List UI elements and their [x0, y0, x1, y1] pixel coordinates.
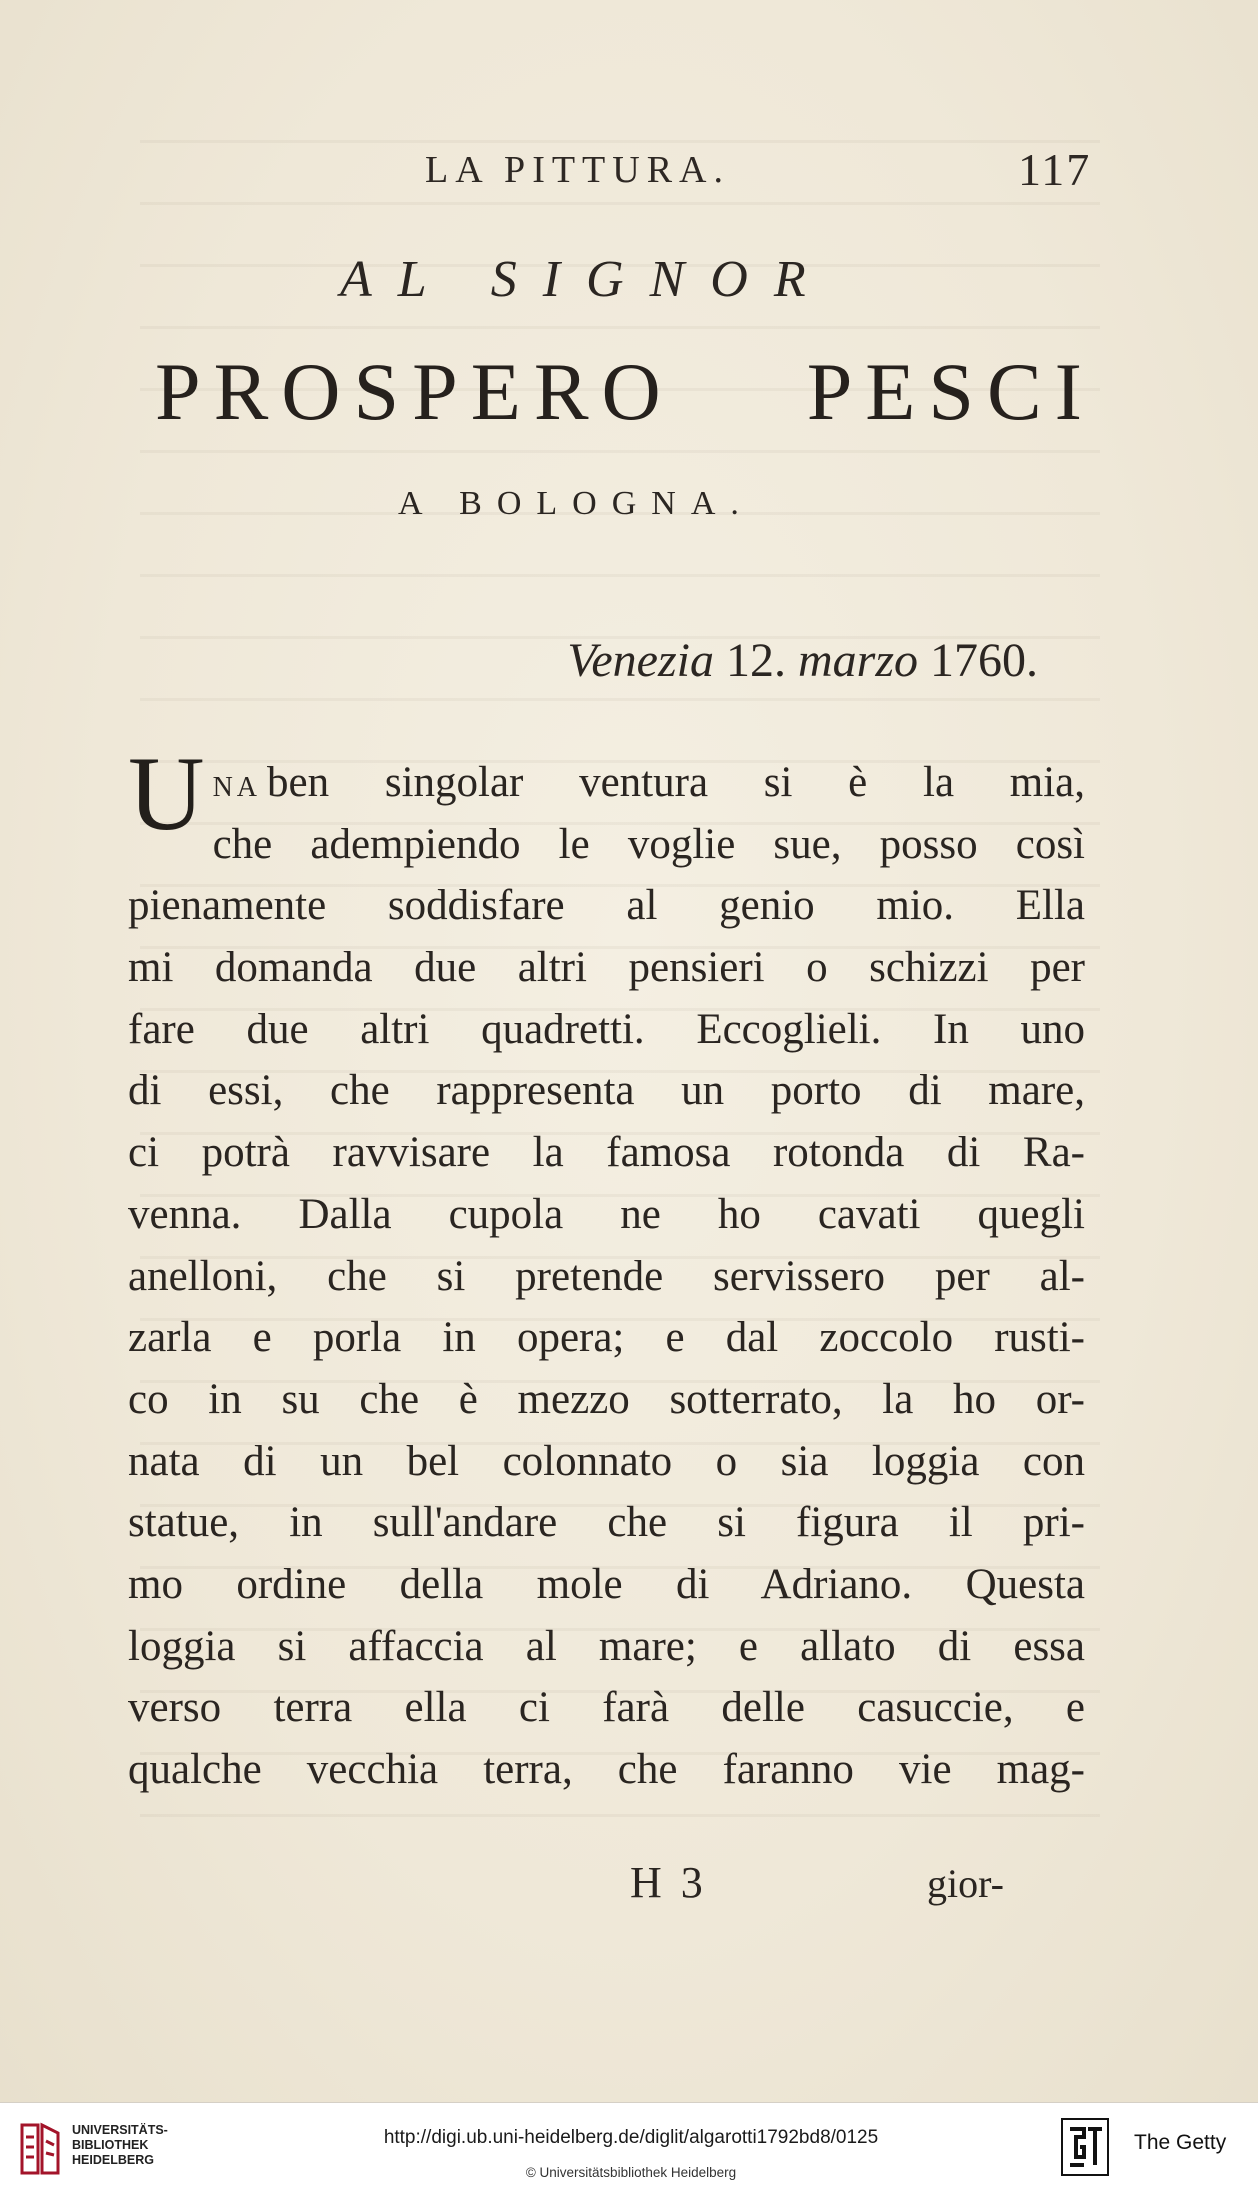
body-line: venna. Dalla cupola ne ho cavati quegli [128, 1190, 1085, 1238]
addressee-line: AL SIGNOR [340, 251, 832, 308]
page-number: 117 [1018, 144, 1092, 195]
body-line: anelloni, che si pretende servissero per al- [128, 1252, 1085, 1300]
body-line: di essi, che rappresenta un porto di mare, [128, 1067, 1085, 1115]
library-name-line: UNIVERSITÄTS- [72, 2123, 168, 2137]
body-line: zarla e porla in opera; e dal zoccolo rusti- [128, 1314, 1085, 1362]
date-place: Venezia [567, 634, 714, 687]
getty-logo-icon[interactable] [1060, 2117, 1110, 2177]
body-line: verso terra ella ci farà delle casuccie, e [128, 1684, 1085, 1732]
catchword: gior- [927, 1861, 1004, 1906]
body-line: ci potrà ravvisare la famosa rotonda di Ra- [128, 1129, 1085, 1177]
body-line: nata di un bel colonnato o sia loggia con [128, 1437, 1085, 1485]
library-name-line: BIBLIOTHEK [72, 2138, 149, 2152]
body-line: statue, in sull'andare che si figura il pri- [128, 1499, 1085, 1547]
body-line-first [128, 752, 1085, 814]
letter-recipient-name: PROSPERO PESCI [155, 346, 1095, 437]
library-name [72, 2123, 168, 2168]
body-line: co in su che è mezzo sotterrato, la ho or- [128, 1375, 1085, 1423]
body-line: mo ordine della mole di Adriano. Questa [128, 1560, 1085, 1608]
copyright-notice: © Universitätsbibliothek Heidelberg [525, 2165, 737, 2180]
getty-name: The Getty [1134, 2131, 1227, 2154]
body-line: che adempiendo le voglie sue, posso così [212, 820, 1085, 868]
letter-date [567, 633, 1038, 688]
recipient-city: A BOLOGNA. [398, 485, 754, 522]
body-line: loggia si affaccia al mare; e allato di essa [128, 1622, 1085, 1670]
letter-body [128, 735, 1085, 1801]
permalink-url[interactable]: http://digi.ub.uni-heidelberg.de/diglit/algarotti1792bd8/0125 [383, 2127, 879, 2148]
first-line-text: ben singolar ventura si è la mia, [267, 759, 1085, 806]
body-line: qualche vecchia terra, che faranno vie mag- [128, 1746, 1085, 1793]
date-year: 1760. [930, 634, 1038, 687]
first-word-caps: NA [212, 772, 262, 803]
viewer-footer [0, 2102, 1258, 2194]
running-head: LA PITTURA. [425, 149, 730, 191]
signature-mark: H 3 [630, 1858, 707, 1907]
university-library-logo-icon[interactable] [12, 2119, 68, 2179]
date-day: 12. [725, 634, 786, 687]
drop-cap: U [128, 735, 205, 852]
body-line: fare due altri quadretti. Eccoglieli. In uno [128, 1005, 1085, 1053]
library-name-line: HEIDELBERG [72, 2153, 154, 2167]
body-line: pienamente soddisfare al genio mio. Ella [128, 882, 1085, 930]
date-month: marzo [797, 634, 918, 687]
body-line: mi domanda due altri pensieri o schizzi per [128, 944, 1085, 992]
